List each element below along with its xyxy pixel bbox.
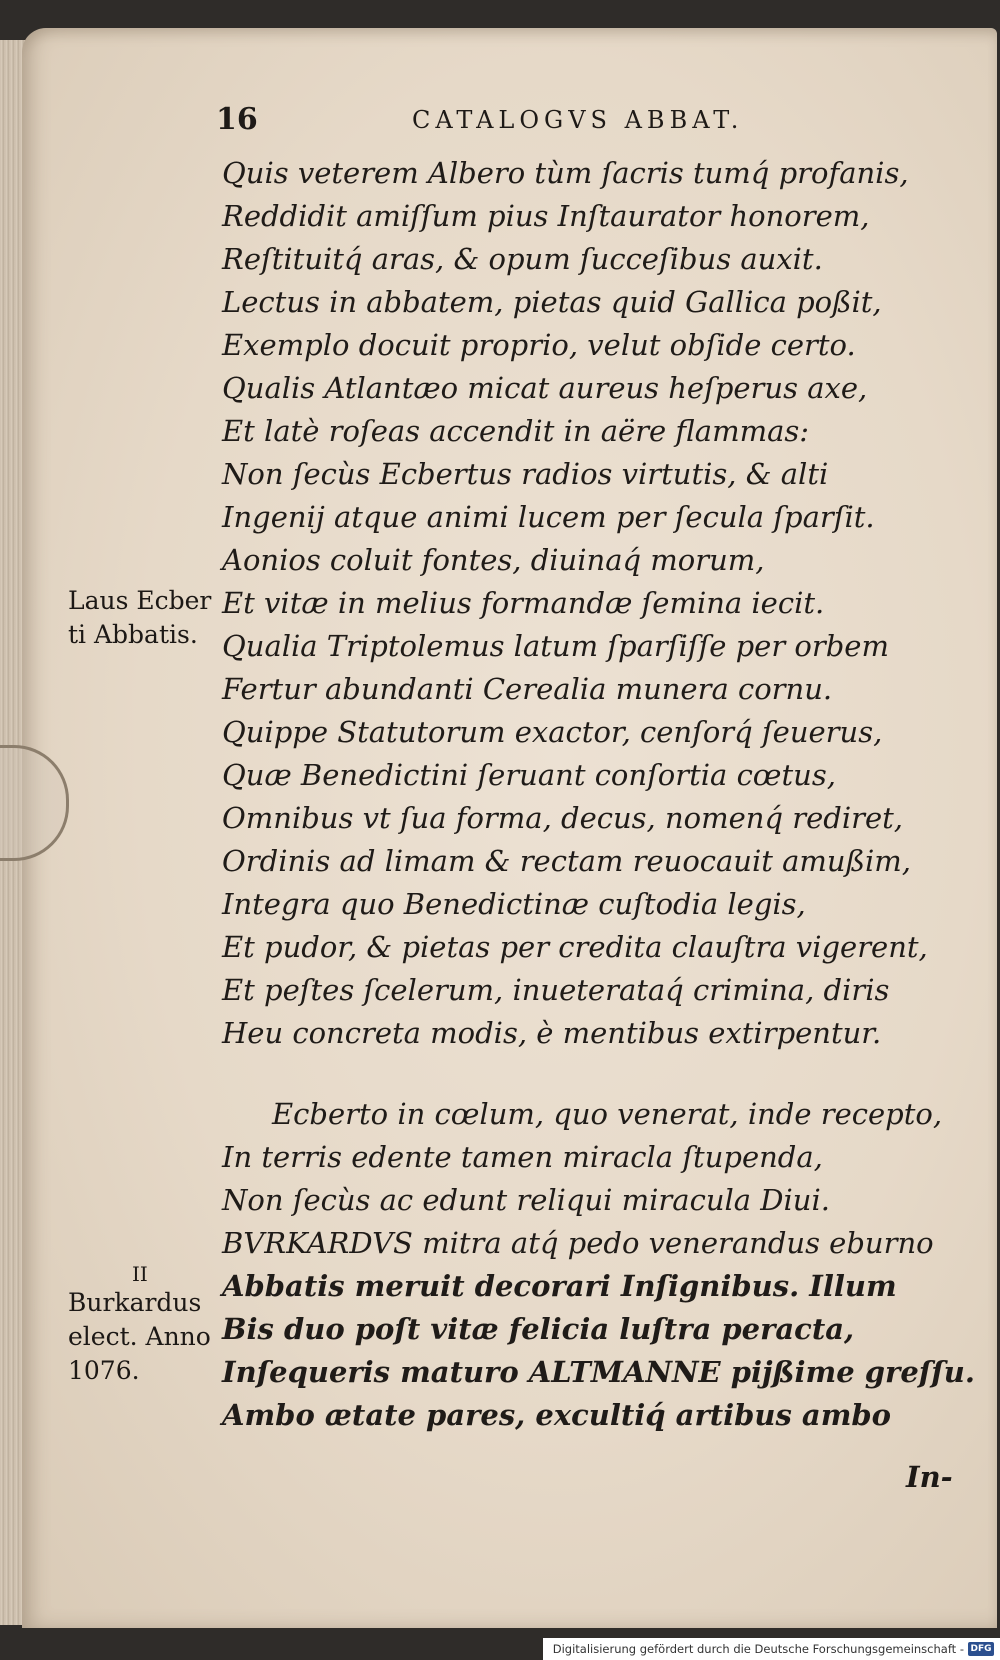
digitization-credit: Digitalisierung gefördert durch die Deutsche Forschungsgemeinschaft - [552, 1642, 964, 1656]
verse-line: Et latè roſeas accendit in aëre flammas: [222, 414, 810, 448]
verse-line: Heu concreta modis, è mentibus extirpentur. [222, 1016, 882, 1050]
verse-line: Et peſtes ſcelerum, inueterataq́ crimina, diris [222, 973, 890, 1007]
marginal-note-line: ti Abbatis. [68, 620, 198, 649]
verse-line: Quippe Statutorum exactor, cenſorq́ ſeuerus, [222, 715, 883, 749]
verse-line: Ecberto in cœlum, quo venerat, inde recepto, [272, 1097, 943, 1131]
verse-line: Reſtituitq́ aras, & opum ſucceſibus auxit. [222, 242, 823, 276]
verse-line: Non ſecùs Ecbertus radios virtutis, & alti [222, 457, 829, 491]
verse-line: Ingenij atque animi lucem per ſecula ſparſit. [222, 500, 875, 534]
digitization-credit-bar [543, 1638, 1000, 1660]
verse-line: Non ſecùs ac edunt reliqui miracula Diui. [222, 1183, 830, 1217]
catchword: In- [906, 1460, 953, 1494]
verse-line: Qualia Triptolemus latum ſparſiſſe per orbem [222, 629, 889, 663]
verse-line: Et vitæ in melius formandæ ſemina iecit. [222, 586, 825, 620]
marginal-note-line: Laus Ecber [68, 586, 212, 615]
verse-block-2 [222, 1093, 975, 1437]
running-title: CATALOGVS ABBAT. [412, 106, 744, 134]
verse-line: Lectus in abbatem, pietas quid Gallica poßit, [222, 285, 882, 319]
verse-line: Ordinis ad limam & rectam reuocauit amußim, [222, 844, 911, 878]
verse-block-1 [222, 152, 928, 1055]
verse-line: Fertur abundanti Cerealia munera cornu. [222, 672, 833, 706]
verse-line: Bis duo poſt vitæ felicia luſtra peracta, [222, 1312, 855, 1346]
verse-line: Inſequeris maturo ALTMANNE pijßime greſſu. [222, 1355, 975, 1389]
marginal-note-line: 1076. [68, 1356, 140, 1385]
verse-line: BVRKARDVS mitra atq́ pedo venerandus eburno [222, 1226, 934, 1260]
verse-line: Quis veterem Albero tùm ſacris tumq́ profanis, [222, 156, 909, 190]
verse-line: In terris edente tamen miracla ſtupenda, [222, 1140, 823, 1174]
verse-line: Omnibus vt ſua forma, decus, nomenq́ rediret, [222, 801, 904, 835]
marginal-note-line: Burkardus [68, 1288, 202, 1317]
verse-line: Et pudor, & pietas per credita clauſtra vigerent, [222, 930, 928, 964]
verse-line: Ambo ætate pares, excultiq́ artibus ambo [222, 1398, 892, 1432]
marginal-note-burkardus [68, 1262, 211, 1388]
page-number: 16 [216, 102, 258, 137]
abbot-number: II [132, 1262, 148, 1286]
verse-line: Exemplo docuit proprio, velut obſide certo. [222, 328, 856, 362]
verse-line: Integra quo Benedictinæ cuſtodia legis, [222, 887, 806, 921]
verse-line: Aonios coluit fontes, diuinaq́ morum, [222, 543, 765, 577]
marginal-note-laus [68, 584, 211, 652]
verse-line: Reddidit amiſſum pius Inſtaurator honorem, [222, 199, 870, 233]
marginal-note-line: elect. Anno [68, 1322, 211, 1351]
verse-line: Quæ Benedictini ſeruant conſortia cœtus, [222, 758, 836, 792]
dfg-logo-icon: DFG [968, 1642, 994, 1656]
verse-line: Abbatis meruit decorari Inſignibus. Illum [222, 1269, 897, 1303]
verse-line: Qualis Atlantæo micat aureus heſperus axe, [222, 371, 868, 405]
